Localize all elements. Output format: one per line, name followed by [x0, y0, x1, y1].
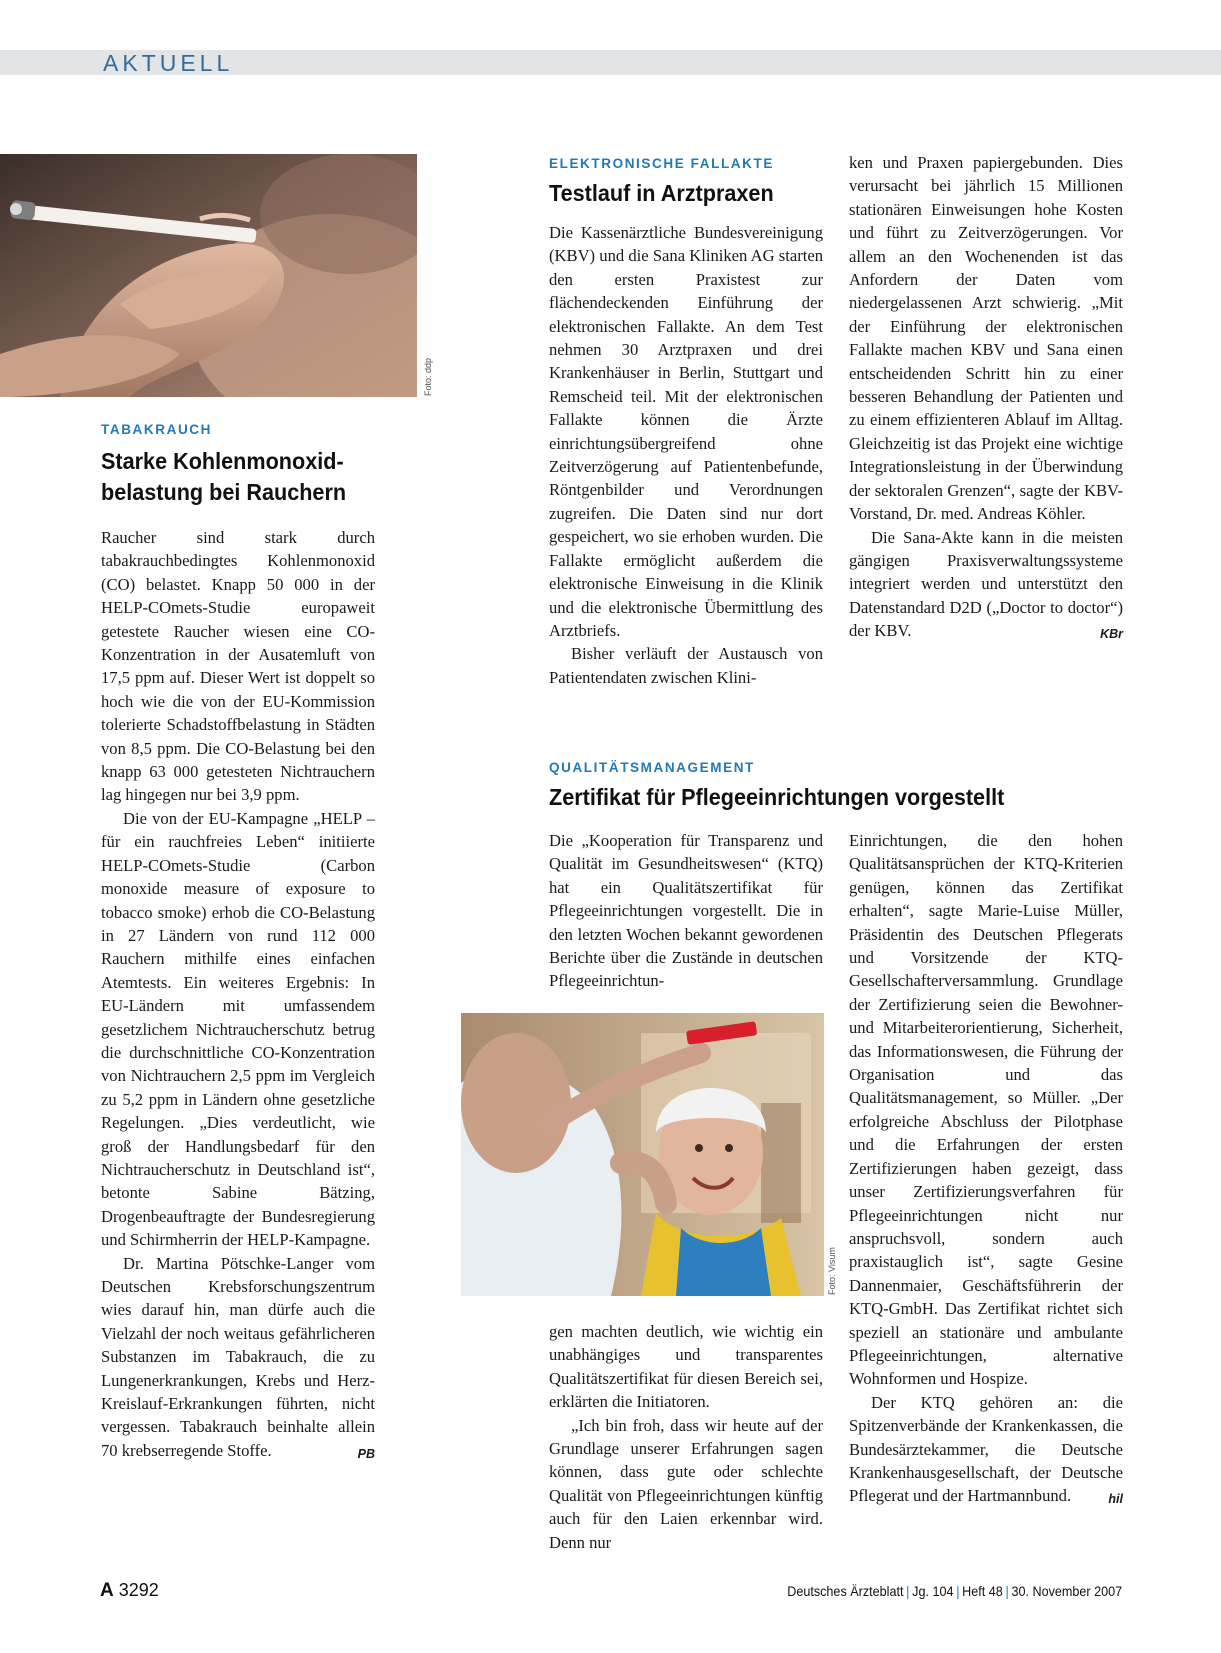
author-signature: KBr	[1100, 627, 1123, 642]
section-title: AKTUELL	[103, 50, 234, 76]
paragraph	[101, 1252, 375, 1463]
article-headline	[101, 446, 346, 508]
footer-separator: |	[906, 1583, 910, 1599]
paragraph: Raucher sind stark durch tabakrauchbedingtes Kohlenmonoxid (CO) belastet. Knapp 50 000 in der HELP-COmets-Studie europaweit getestete Raucher wiesen eine CO-Konzentration in der Ausatemluft von 17,5 ppm auf. Dieser Wert ist doppelt so hoch wie die von der EU-Kommission tolerierte Schadstoffbelastung in Städten von 8,5 ppm. Die CO-Belastung bei den knapp 63 000 getesteten Nichtrauchern lag hingegen nur bei 3,9 ppm.	[101, 528, 375, 805]
paragraph: gen machten deutlich, wie wichtig ein unabhängiges und transparentes Qualitätszertifikat für diesen Bereich sei, erklärten die Initiatoren.	[549, 1322, 823, 1412]
footer-separator: |	[1005, 1583, 1009, 1599]
paragraph: Die von der EU-Kampagne „HELP – für ein rauchfreies Leben“ initiierte HELP-COmets-Studie (Carbon monoxide measure of exposure to tobacco smoke) erhob die CO-Belastung in 27 Ländern von rund 112 000 Rauchern mithilfe eines einfachen Atemtests. Ein weiteres Ergebnis: In EU-Ländern mit umfassendem gesetzlichem Nichtraucherschutz betrug die durchschnittliche CO-Konzentration von Nichtrauchern 2,5 ppm im Vergleich zu 5,2 ppm in Ländern ohne gesetzliche Regelungen. „Dies verdeutlicht, wie groß der Handlungsbedarf für den Nichtraucherschutz in Deutschland ist“, betonte Sabine Bätzing, Drogenbeauftragte der Bundesregierung und Schirmherrin der HELP-Kampagne.	[101, 808, 375, 1250]
article-kicker: QUALITÄTSMANAGEMENT	[549, 760, 755, 775]
caregiver-photo	[461, 1013, 824, 1296]
article-column	[549, 829, 823, 993]
article-column	[849, 151, 1123, 647]
paragraph: Die Kassenärztliche Bundesvereinigung (KBV) und die Sana Kliniken AG starten den ersten Praxistest zur flächendeckenden Einführung der elektronischen Fallakte. An dem Test nehmen 30 Arztpraxen und drei Krankenhäuser in Berlin, Stuttgart und Remscheid teil. Mit der elektronischen Fallakte können die Ärzte einrichtungsübergreifend ohne Zeitverzögerung auf Patientenbefunde, Röntgenbilder und Verordnungen zugreifen. Die Daten sind nur dort gespeichert, wo sie erhoben wurden. Die Fallakte ermöglicht außerdem die elektronische Einweisung in die Klinik und die elektronische Übermittlung des Arztbriefs.	[549, 223, 823, 640]
paragraph: Einrichtungen, die den hohen Qualitätsansprüchen der KTQ-Kriterien genügen, können das Zertifikat erhalten“, sagte Marie-Luise Müller, Präsidentin des Deutschen Pflegerats und Vorsitzende der KTQ-Gesellschafterversammlung. Grundlage der Zertifizierung seien die Bewohner- und Mitarbeiterorientierung, Sicherheit, das Informationswesen, die Führung der Organisation und das Qualitätsmanagement, so Müller. „Der erfolgreiche Abschluss der Pilotphase und die Erfahrungen der ersten Zertifizierungen haben gezeigt, dass unser Zertifizierungsverfahren für Pflegeeinrichtungen nicht nur anspruchsvoll, sondern auch praxistauglich ist“, sagte Gesine Dannenmaier, Geschäftsführerin der KTQ-GmbH. Das Zertifikat richtet sich speziell an stationäre und ambulante Pflegeeinrichtungen, alternative Wohnformen und Hospize.	[849, 831, 1123, 1389]
article-body	[101, 526, 375, 1466]
page-number	[100, 1580, 159, 1602]
journal-date: 30. November 2007	[1011, 1583, 1122, 1599]
paragraph-text: Der KTQ gehören an: die Spitzenverbände der Krankenkassen, die Bundesärztekammer, die Deutsche Krankenhausgesellschaft, der Deutsche Pflegerat und der Hartmannbund.	[849, 1392, 1123, 1506]
journal-name: Deutsches Ärzteblatt	[787, 1583, 904, 1599]
journal-footer	[787, 1583, 1122, 1599]
paragraph	[849, 1391, 1123, 1508]
article-kicker: ELEKTRONISCHE FALLAKTE	[549, 156, 774, 171]
paragraph: „Ich bin froh, dass wir heute auf der Grundlage unserer Erfahrungen sagen können, dass gute oder schlechte Qualität von Pflegeeinrichtungen künftig auch für den Laien erkennbar wird. Denn nur	[549, 1415, 823, 1552]
cigarette-photo	[0, 154, 417, 397]
article-headline: Zertifikat für Pflegeeinrichtungen vorgestellt	[549, 784, 1005, 810]
paragraph	[849, 526, 1123, 643]
journal-volume: Jg. 104	[912, 1583, 954, 1599]
paragraph-text: Die Sana-Akte kann in die meisten gängigen Praxisverwaltungssysteme integriert werden und unterstützt den Datenstandard D2D („Doctor to doctor“) der KBV.	[849, 527, 1123, 641]
paragraph-text: Dr. Martina Pötschke-Langer vom Deutschen Krebsforschungszentrum wies darauf hin, man dürfe auch die Vielzahl der noch weitaus gefährlicheren Substanzen im Tabakrauch, die zu Lungenerkrankungen, Krebs und Herz-Kreislauf-Erkrankungen führten, nicht vergessen. Tabakrauch beinhalte allein 70 krebserregende Stoffe.	[101, 1253, 375, 1460]
paragraph: Bisher verläuft der Austausch von Patientendaten zwischen Klini-	[549, 644, 823, 687]
photo-credit: Foto: Visum	[827, 1247, 837, 1295]
paragraph: ken und Praxen papiergebunden. Dies verursacht bei jährlich 15 Millionen stationären Einweisungen hohe Kosten und führt zu Zeitverzögerungen. Vor allem an den Wochenenden ist das Anfordern der Daten vom niedergelassenen Arzt schwierig. „Mit der Einführung der elektronischen Fallakte machen KBV und Sana einen entscheidenden Schritt hin zu einer besseren Behandlung der Patienten und zu einem effizienteren Ablauf im Alltag. Gleichzeitig ist das Projekt eine wichtige Integrationsleistung in der Überwindung der sektoralen Grenzen“, sagte der KBV-Vorstand, Dr. med. Andreas Köhler.	[849, 153, 1123, 524]
journal-issue: Heft 48	[962, 1583, 1003, 1599]
headline-line: belastung bei Rauchern	[101, 479, 347, 505]
article-headline: Testlauf in Arztpraxen	[549, 180, 774, 206]
author-signature: PB	[357, 1446, 375, 1461]
article-column	[549, 221, 823, 689]
paragraph: Die „Kooperation für Transparenz und Qualität im Gesundheitswesen“ (KTQ) hat ein Qualitätszertifikat für Pflegeeinrichtungen vorgestellt. Die in den letzten Wochen bekannt gewordenen Berichte über die Zustände in deutschen Pflegeeinrichtun-	[549, 831, 823, 991]
headline-line: Starke Kohlenmonoxid-	[101, 448, 344, 474]
article-column	[549, 1320, 823, 1554]
folio-letter: A	[100, 1580, 114, 1601]
article-column	[849, 829, 1123, 1512]
author-signature: hil	[1108, 1492, 1123, 1507]
photo-credit: Foto: ddp	[423, 357, 433, 396]
article-kicker: TABAKRAUCH	[101, 422, 212, 437]
footer-separator: |	[956, 1583, 960, 1599]
folio-number: 3292	[118, 1580, 159, 1600]
